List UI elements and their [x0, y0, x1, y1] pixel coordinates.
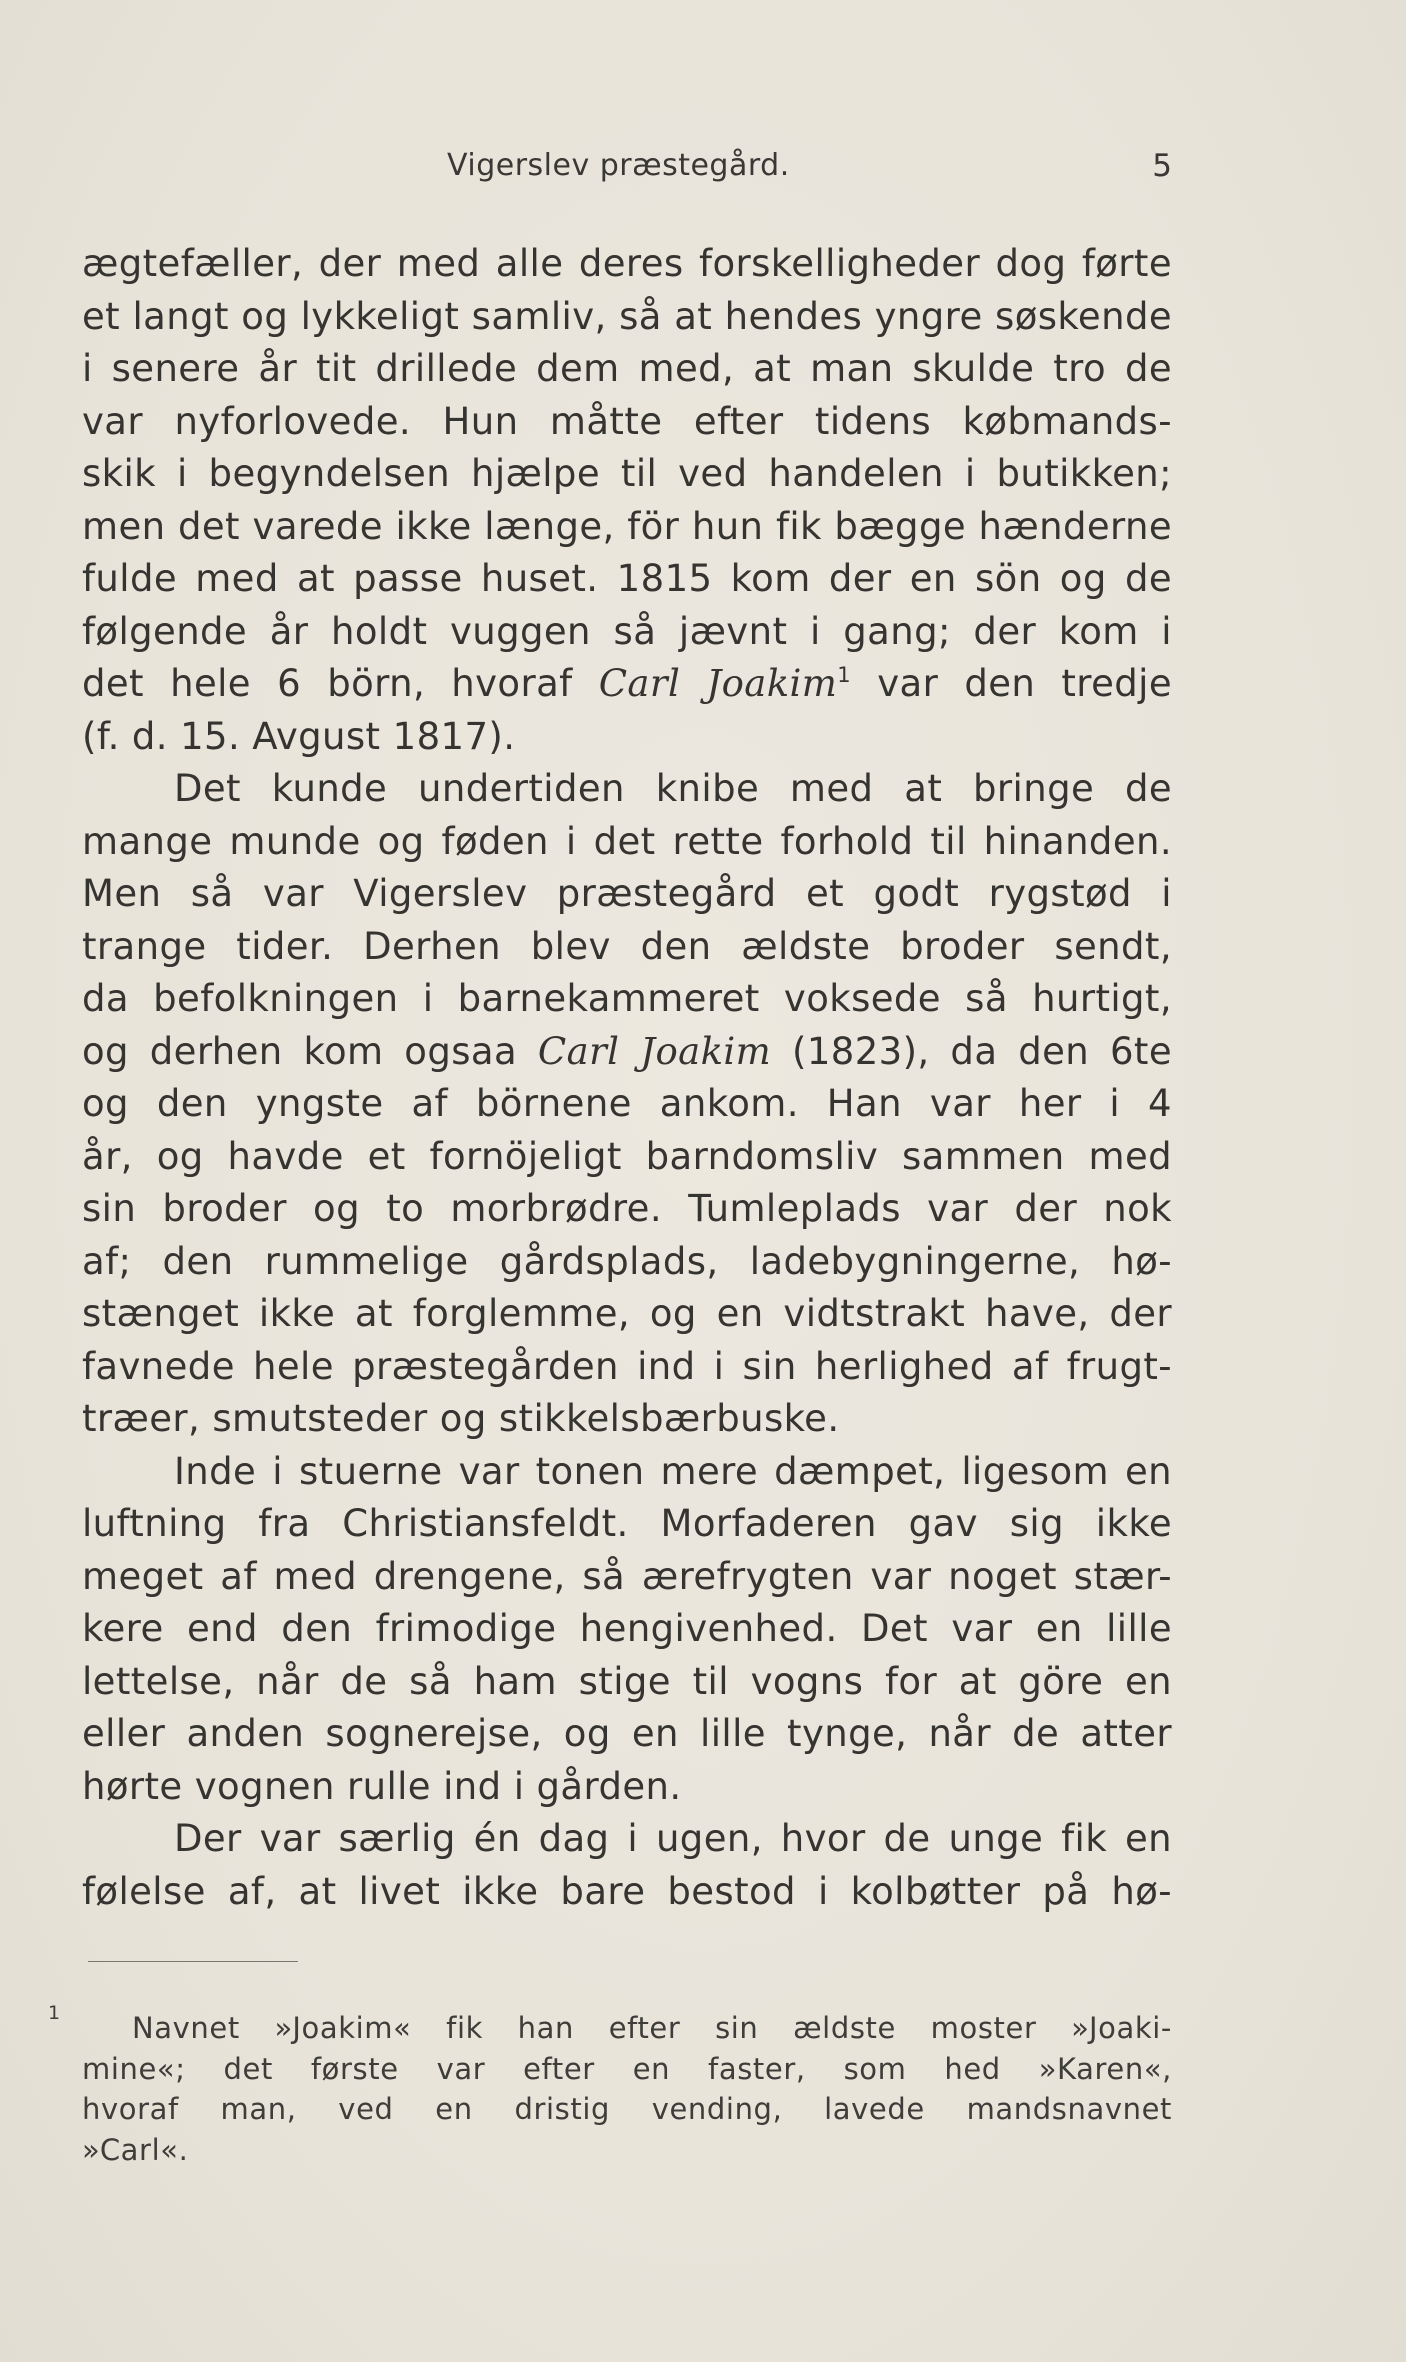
running-title: Vigerslev præstegård. — [447, 148, 790, 183]
footnote-reference: 1 — [837, 663, 852, 687]
text-line: træer, smutsteder og stikkelsbærbuske. — [82, 1397, 840, 1440]
text-line: fulde med at passe huset. 1815 kom der en sön og de — [82, 557, 1172, 600]
text-line: Det kunde undertiden knibe med at bringe de — [174, 767, 1172, 810]
footnote — [82, 2008, 1172, 2170]
text-line: sin broder og to morbrødre. Tumleplads var der nok — [82, 1187, 1172, 1230]
text-segment: var den tredje — [851, 662, 1172, 705]
text-line: trange tider. Derhen blev den ældste broder sendt, — [82, 924, 1172, 968]
page-header — [82, 148, 1172, 198]
person-name: Carl Joakim — [537, 1029, 772, 1073]
footnote-line: hvoraf man, ved en dristig vending, lavede mandsnavnet — [82, 2092, 1172, 2126]
footnote-marker: 1 — [48, 2002, 61, 2024]
text-line: lettelse, når de så ham stige til vogns for at göre en — [82, 1659, 1172, 1703]
text-line: et langt og lykkeligt samliv, så at hendes yngre søskende — [82, 294, 1172, 338]
text-line: var nyforlovede. Hun måtte efter tidens købmands- — [82, 399, 1172, 443]
person-name: Carl Joakim — [598, 662, 838, 705]
text-line: meget af med drengene, så ærefrygten var noget stær- — [82, 1554, 1172, 1598]
text-line: men det varede ikke længe, för hun fik bægge hænderne — [82, 504, 1172, 548]
text-line: luftning fra Christiansfeldt. Morfaderen gav sig ikke — [82, 1502, 1172, 1545]
text-segment: og derhen kom ogsaa — [82, 1029, 538, 1073]
footnote-divider — [88, 1961, 298, 1962]
text-line: favnede hele præstegården ind i sin herlighed af frugt- — [82, 1344, 1172, 1388]
text-line: (f. d. 15. Avgust 1817). — [82, 714, 516, 758]
text-line: følelse af, at livet ikke bare bestod i kolbøtter på hø- — [82, 1869, 1172, 1913]
text-line: i senere år tit drillede dem med, at man skulde tro de — [82, 347, 1172, 390]
text-line: mange munde og føden i det rette forhold til hinanden. — [82, 819, 1172, 863]
text-segment: det hele 6 börn, hvoraf — [82, 662, 599, 705]
text-line: år, og havde et fornöjeligt barndomsliv sammen med — [82, 1134, 1172, 1178]
text-line: af; den rummelige gårdsplads, ladebygningerne, hø- — [82, 1239, 1172, 1283]
page-number: 5 — [1152, 148, 1172, 184]
text-line: ægtefæller, der med alle deres forskelligheder dog førte — [82, 242, 1172, 285]
text-segment: (1823), da den 6te — [771, 1029, 1172, 1073]
text-line: Men så var Vigerslev præstegård et godt rygstød i — [82, 872, 1172, 915]
footnote-line: »Carl«. — [82, 2132, 189, 2167]
body-text — [82, 238, 1172, 1918]
text-line: da befolkningen i barnekammeret voksede så hurtigt, — [82, 977, 1172, 1020]
text-line: kere end den frimodige hengivenhed. Det var en lille — [82, 1607, 1172, 1650]
text-line — [82, 658, 1172, 711]
text-line — [82, 1026, 1172, 1079]
text-line: eller anden sognerejse, og en lille tynge, når de atter — [82, 1712, 1172, 1755]
text-line: skik i begyndelsen hjælpe til ved handelen i butikken; — [82, 452, 1172, 495]
text-line: hørte vognen rulle ind i gården. — [82, 1764, 682, 1808]
text-line: Der var særlig én dag i ugen, hvor de unge fik en — [174, 1817, 1172, 1860]
footnote-line: Navnet »Joakim« fik han efter sin ældste moster »Joaki- — [132, 2011, 1172, 2045]
text-line: og den yngste af börnene ankom. Han var her i 4 — [82, 1082, 1172, 1125]
text-line: følgende år holdt vuggen så jævnt i gang; der kom i — [82, 609, 1172, 653]
text-line: stænget ikke at forglemme, og en vidtstrakt have, der — [82, 1292, 1172, 1335]
text-line: Inde i stuerne var tonen mere dæmpet, ligesom en — [174, 1449, 1172, 1493]
footnote-line: mine«; det første var efter en faster, som hed »Karen«, — [82, 2051, 1172, 2086]
